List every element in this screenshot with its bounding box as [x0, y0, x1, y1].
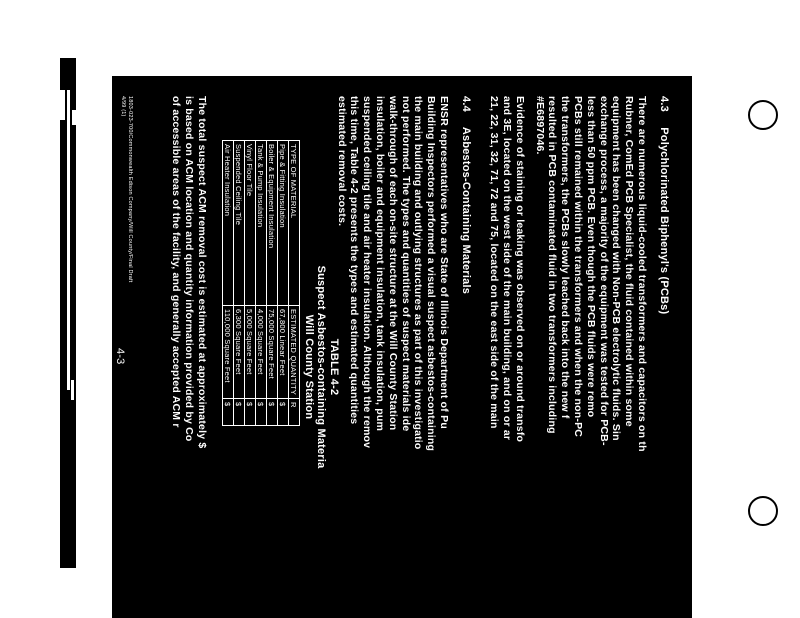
table-row [278, 141, 289, 426]
rotated-page-content [112, 76, 692, 618]
table-cell: $ [278, 398, 289, 425]
binder-hole-bottom [748, 496, 778, 526]
table-cell: $ [223, 398, 234, 425]
scanned-document-page [112, 76, 692, 618]
page-number: 4-3 [114, 348, 126, 365]
table-cell: 67,800 Linear Feet [278, 306, 289, 399]
table-caption [303, 96, 341, 618]
table-cell: Air Heater Insulation [223, 141, 234, 306]
column-header: R [289, 398, 300, 425]
text-line: The total suspect ACM removal cost is estimated at approximately $ [196, 96, 208, 449]
table-cell: $ [256, 398, 267, 425]
table-row [267, 141, 278, 426]
table-cell: $ [245, 398, 256, 425]
section-number: 4.3 [658, 96, 670, 112]
table-title: Suspect Asbestos-containing Materia [315, 265, 328, 469]
text-line: ENSR representatives who are State of Illinois Department of Pu [438, 96, 450, 429]
section-number: 4.4 [460, 96, 472, 112]
table-cell: Boiler & Equipment Insulation [267, 141, 278, 306]
scan-edge-notch [60, 90, 65, 120]
scan-edge-notch [71, 380, 74, 400]
scan-edge-notch [72, 110, 76, 125]
footer-line: 1803-023-700/Commonwealth Edison Company/Will County/Final Draft [127, 96, 133, 283]
text-line: of accessible areas of the facility, and generally accepted ACM r [170, 96, 183, 428]
section-4-3-heading [658, 96, 670, 314]
section-title: Asbestos-Containing Materials [460, 126, 472, 295]
table-number: TABLE 4-2 [328, 338, 340, 396]
table-cell: 5,000 Square Feet [245, 306, 256, 399]
text-line: PCBs still remained within the transformers and when the non-PC [572, 96, 585, 438]
table-cell: Suspended Ceiling Tile [234, 141, 245, 306]
text-line: walk-through of each on-site structure at the Will County Station [386, 96, 399, 431]
text-line: 21, 22, 31, 32, 71, 72 and 75, located on the east side of the main [488, 96, 501, 429]
table-subtitle: Will County Station [303, 314, 315, 420]
text-line: Building Inspectors performed a visual suspect asbestos-containing [425, 96, 438, 452]
asbestos-paragraph [335, 96, 450, 618]
text-line: insulation, boiler and equipment insulation, tank insulation, pum [374, 96, 387, 432]
table-cell: 4,000 Square Feet [256, 306, 267, 399]
text-line: this time, Table 4-2 presents the types and estimated quantities [348, 96, 361, 425]
text-line: and 3E, located on the west side of the main building, and on or ar [501, 96, 514, 441]
text-line: estimated removal costs. [335, 96, 348, 227]
text-line: equipment has been changed with Non-PCB electrolytic fluids. Sin [610, 96, 623, 441]
text-line: suspended ceiling tile and air heater insulation. Although the remov [361, 96, 374, 449]
column-header: ESTIMATED QUANTITY [289, 306, 300, 399]
text-line: not performed. The types and quantities of suspect materials ide [399, 96, 412, 432]
table-row [223, 141, 234, 426]
table-cell: Vinyl Floor Tile [245, 141, 256, 306]
table-cell: 6,300 Square Feet [234, 306, 245, 399]
table-cell: 75,000 Square Feet [267, 306, 278, 399]
table-row [256, 141, 267, 426]
text-line: the main building and outlying structures as part of this investigatio [412, 96, 425, 450]
section-4-4-heading [460, 96, 472, 294]
footer-line: 4/99 (1) [120, 96, 126, 117]
text-line: the transformers, the PCBs slowly leached back into the new f [559, 96, 572, 419]
table-cell: 110,000 Square Feet [223, 306, 234, 399]
text-line: resulted in PCB contaminated fluid in two transformers including [546, 96, 559, 434]
table-cell: Pipe & Fitting Insulation [278, 141, 289, 306]
table-row [234, 141, 245, 426]
text-line: less than 50 ppm PCB. Even though the PCB fluids were remo [584, 96, 597, 418]
column-header: TYPE OF MATERIAL [289, 141, 300, 306]
closing-paragraph [170, 96, 208, 618]
table-cell: Tank & Pump Insulation [256, 141, 267, 306]
table-header-row [289, 141, 300, 426]
text-line: #E6897046. [533, 96, 546, 155]
acm-table [222, 140, 300, 426]
page-footer [119, 96, 133, 282]
binder-hole-top [748, 100, 778, 130]
text-line: is based on ACM location and quantity information provided by Co [183, 96, 196, 442]
table-cell: $ [267, 398, 278, 425]
text-line: Rubner, ComEd PCB Specialist, the fluid contained within some [623, 96, 636, 427]
text-line: There are numerous liquid-cooled transformers and capacitors on th [636, 96, 648, 452]
table-row [245, 141, 256, 426]
section-title: Polychlorinated Biphenyl's (PCBs) [658, 127, 670, 315]
staining-paragraph [488, 96, 526, 618]
pcb-paragraph [533, 96, 648, 618]
text-line: exchange process, a majority of the equipment was tested for PCB- [597, 96, 610, 446]
table-cell: $ [234, 398, 245, 425]
text-line: Evidence of staining or leaking was observed on or around transfo [514, 96, 526, 443]
scan-edge-notch [67, 90, 70, 390]
